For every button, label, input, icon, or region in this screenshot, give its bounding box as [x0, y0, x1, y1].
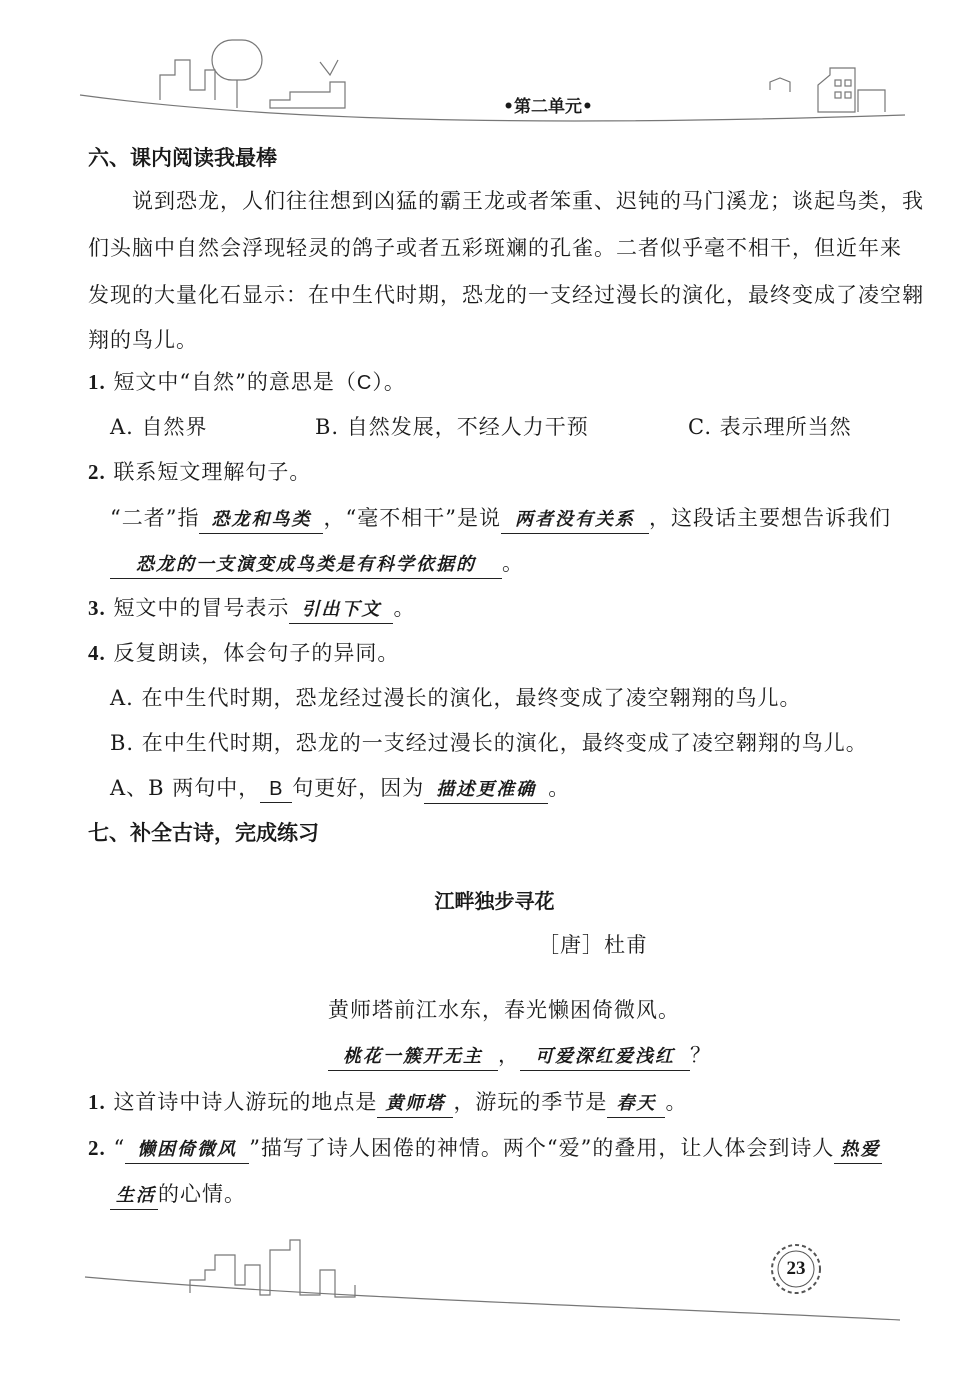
answer-blank[interactable]: 引出下文	[289, 597, 393, 624]
poem-question-2	[88, 1133, 882, 1164]
answer-blank[interactable]: 桃花一簇开无主	[328, 1044, 498, 1071]
tree-icon	[212, 40, 262, 80]
q2-text-3: ，这段话主要想告诉我们	[648, 506, 891, 530]
answer-blank[interactable]: 可爱深红爱浅红	[520, 1044, 690, 1071]
city-skyline-icon	[190, 1240, 355, 1297]
poem-question-2-cont	[110, 1179, 246, 1210]
q2-sentence-cont	[110, 548, 524, 579]
question-text-1: “	[113, 1136, 126, 1160]
answer-blank[interactable]: 生活	[110, 1183, 158, 1210]
option-b: B. 自然发展，不经人力干预	[315, 415, 589, 439]
answer-blank[interactable]: B	[260, 776, 292, 803]
poem-line-2	[328, 1040, 712, 1071]
answer-blank[interactable]: 热爱	[834, 1137, 882, 1164]
poem-qmark: ？	[690, 1043, 712, 1067]
question-text-2: ，游玩的季节是	[453, 1090, 608, 1114]
q4-text-1: A、B 两句中，	[110, 776, 261, 800]
footer-decoration	[0, 1225, 979, 1365]
question-number: 1.	[88, 370, 106, 394]
passage-line-3: 发现的大量化石显示：在中生代时期，恐龙的一支经过漫长的演化，最终变成了凌空翱	[88, 283, 924, 307]
answer-blank[interactable]: 恐龙和鸟类	[199, 507, 323, 534]
q4-answer-line	[110, 773, 570, 804]
question-text: 联系短文理解句子。	[113, 460, 312, 484]
question-text-end: 。	[393, 596, 416, 620]
question-number: 1.	[88, 1090, 106, 1114]
answer-blank[interactable]: 恐龙的一支演变成鸟类是有科学依据的	[110, 552, 502, 579]
answer-blank[interactable]: 两者没有关系	[501, 507, 649, 534]
option-a: A. 自然界	[110, 415, 208, 439]
passage-line-4: 翔的鸟儿。	[88, 328, 198, 352]
q4-text-3: 。	[548, 776, 571, 800]
question-text-3: 的心情。	[158, 1182, 246, 1206]
question-1	[88, 367, 406, 398]
question-number: 2.	[88, 460, 106, 484]
page-number: 23	[786, 1258, 806, 1279]
poem-author: ［唐］杜甫	[538, 933, 648, 957]
q2-text-2: ，“毫不相干”是说	[323, 506, 501, 530]
unit-header: •第二单元•	[503, 97, 593, 117]
section6-title: 六、课内阅读我最棒	[88, 146, 277, 170]
q2-text-4: 。	[502, 551, 524, 575]
question-text-2: ”描写了诗人困倦的神情。两个“爱”的叠用，让人体会到诗人	[249, 1136, 835, 1160]
question-text: 短文中“自然”的意思是（	[113, 370, 357, 394]
question-2	[88, 457, 311, 487]
answer-blank[interactable]: 懒困倚微风	[125, 1137, 249, 1164]
answer-blank[interactable]: 黄师塔	[377, 1091, 453, 1118]
poem-title: 江畔独步寻花	[434, 889, 555, 913]
question-text-end: 。	[665, 1090, 688, 1114]
q4-text-2: 句更好，因为	[292, 776, 425, 800]
answer-choice: C	[356, 372, 373, 394]
passage-line-1: 说到恐龙，人们往往想到凶猛的霸王龙或者笨重、迟钝的马门溪龙；谈起鸟类，我	[132, 189, 924, 213]
answer-blank[interactable]: 描述更准确	[424, 777, 548, 804]
section7-title: 七、补全古诗，完成练习	[88, 821, 319, 845]
question-3	[88, 593, 415, 624]
unit-label: 第二单元	[514, 97, 582, 117]
house-icon	[818, 68, 885, 112]
q2-sentence	[110, 503, 891, 534]
question-number: 3.	[88, 596, 106, 620]
passage-line-2: 们头脑中自然会浮现轻灵的鸽子或者五彩斑斓的孔雀。二者似乎毫不相干，但近年来	[88, 236, 902, 260]
question-number: 4.	[88, 641, 106, 665]
sentence-a: A. 在中生代时期，恐龙经过漫长的演化，最终变成了凌空翱翔的鸟儿。	[110, 686, 802, 710]
option-c: C. 表示理所当然	[688, 415, 852, 439]
poem-question-1	[88, 1087, 687, 1118]
poem-line-1: 黄师塔前江水东，春光懒困倚微风。	[328, 998, 680, 1022]
question-text: 这首诗中诗人游玩的地点是	[113, 1090, 378, 1114]
poem-comma: ，	[498, 1043, 520, 1067]
question-4	[88, 638, 399, 668]
question-text: 短文中的冒号表示	[113, 596, 290, 620]
answer-blank[interactable]: 春天	[607, 1091, 665, 1118]
sentence-b: B. 在中生代时期，恐龙的一支经过漫长的演化，最终变成了凌空翱翔的鸟儿。	[110, 731, 868, 755]
question-text: 反复朗读，体会句子的异同。	[113, 641, 400, 665]
question-text-end: ）。	[372, 370, 406, 394]
question-number: 2.	[88, 1136, 106, 1160]
q2-text-1: “二者”指	[110, 506, 200, 530]
